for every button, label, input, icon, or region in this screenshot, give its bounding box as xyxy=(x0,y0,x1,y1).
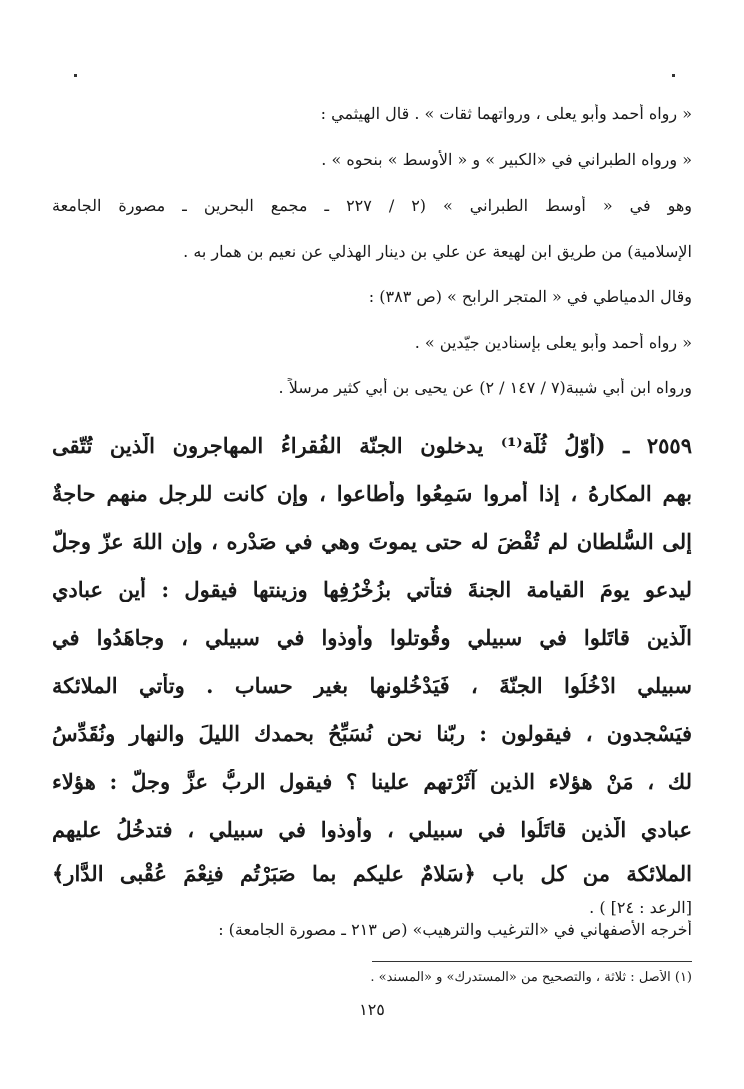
corner-mark xyxy=(74,74,77,77)
hadith-line: الملائكة من كل باب ﴿سَلامٌ عليكم بما صَبَرْتُم فنِعْمَ عُقْبى الدَّار﴾ xyxy=(52,861,692,886)
footnote: (١) الأصل : ثلاثة ، والتصحيح من «المستدرك» و «المسند» . xyxy=(370,970,692,985)
hadith-line: ليدعو يومَ القيامة الجنةَ فتأتي بزُخْرُفِها وزينتها فيقول : أين عبادي xyxy=(52,577,692,602)
hadith-line: بهم المكارهُ ، إذا أُمروا سَمِعُوا وأَطاعوا ، وإن كانت للرجل منهم حاجةٌ xyxy=(52,481,692,506)
source-line: أخرجه الأصفهاني في «الترغيب والترهيب» (ص ٢١٣ ـ مصورة الجامعة) : xyxy=(218,920,692,939)
hadith-line: سبيلي ادْخُلُوا الجنّةَ ، فَيَدْخُلونها بغير حساب . وتأتي الملائكة xyxy=(52,673,692,698)
hadith-line: الّذين قاتَلوا في سبيلي وقُوتلوا وأُوذوا في سبيلي ، وجاهَدُوا في xyxy=(52,625,692,650)
commentary-line: ورواه ابن أبي شيبة(٧ / ١٤٧ / ٢) عن يحيى بن أبي كثير مرسلاً . xyxy=(278,378,692,397)
hadith-line: لك ، مَنْ هؤلاء الذين آثَرْتهم علينا ؟ فيقول الربُّ عزَّ وجلّ : هؤلاء xyxy=(52,769,692,794)
corner-mark xyxy=(672,74,675,77)
hadith-line: ٢٥٥٩ ـ (أَوّلُ ثُلّة⁽¹⁾ يدخلون الجنّة الفُقراءُ المهاجرون الّذين تُتّقى xyxy=(52,433,692,458)
hadith-line: فيَسْجدون ، فيقولون : ربّنا نحن نُسَبِّحُ بحمدك الليلَ والنهار ونُقَدِّسُ xyxy=(52,721,692,746)
commentary-line: « رواه أحمد وأبو يعلى ، ورواتهما ثقات » . قال الهيثمي : xyxy=(320,104,692,123)
footnote-rule xyxy=(372,961,692,962)
hadith-line: عبادي الّذين قاتَلُوا في سبيلي ، وأُوذوا في سبيلي ، فتدخُلُ عليهم xyxy=(52,817,692,842)
hadith-line: إلى السُّلطان لم تُقْضَ له حتى يموتَ وهي في صَدْرِه ، وإن اللهَ عزّ وجلّ xyxy=(52,529,692,554)
hadith-line: [الرعد : ٢٤] ) . xyxy=(589,898,692,917)
commentary-line: وهو في « أوسط الطبراني » (٢ / ٢٢٧ ـ مجمع البحرين ـ مصورة الجامعة xyxy=(52,196,692,215)
commentary-line: « رواه أحمد وأبو يعلى بإسنادين جيّدين » . xyxy=(414,333,692,352)
commentary-line: وقال الدمياطي في « المتجر الرابح » (ص ٣٨٣) : xyxy=(368,287,692,306)
commentary-line: الإسلامية) من طريق ابن لهيعة عن علي بن دينار الهذلي عن نعيم بن همار به . xyxy=(183,242,692,261)
commentary-line: « ورواه الطبراني في «الكبير » و « الأوسط » بنحوه » . xyxy=(321,150,692,169)
page-number: ١٢٥ xyxy=(359,1000,385,1019)
